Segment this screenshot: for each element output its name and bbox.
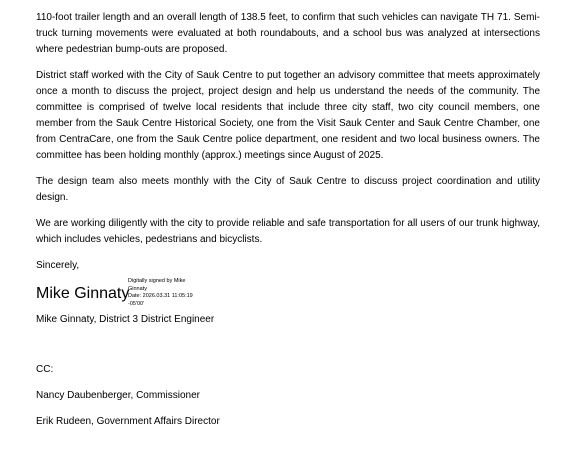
signature-detail-line: Digitally signed by Mike [128,278,186,284]
cc-recipient: Erik Rudeen, Government Affairs Director [36,416,220,427]
signer-title: Mike Ginnaty, District 3 District Engineer [36,314,215,325]
paragraph-design-team: The design team also meets monthly with the City of Sauk Centre to discuss project coordination and utility design. [36,176,540,203]
paragraph-advisory-committee: District staff worked with the City of Sauk Centre to put together an advisory committee that meets approximately once a month to discuss the project, project design and help us understand the needs of the community. The committee is comprised of twelve local residents that include three city staff, two city council members, one member from the Sauk Centre Historical Society, one from the Visit Sauk Center and Sauk Centre Chamber, one from CentraCare, one from the Sauk Centre police department, one resident and two local business owners. The committee has been holding monthly (approx.) meetings since August of 2025. [36,70,540,161]
signature-detail-line: Ginnaty [128,285,147,292]
digital-signature [36,276,540,312]
paragraph-vehicle-analysis: 110-foot trailer length and an overall length of 138.5 feet, to confirm that such vehicles can navigate TH 71. Semi-truck turning movements were evaluated at both roundabouts, and a school bus was analyzed at intersections where pedestrian bump-outs are proposed. [36,12,540,55]
letter-body [36,10,540,430]
paragraph-commitment: We are working diligently with the city to provide reliable and safe transportation for all users of our trunk highway, which includes vehicles, pedestrians and bicyclists. [36,218,540,245]
signature-details [128,278,218,308]
cc-label: CC: [36,364,54,375]
signature-detail-line: Date: 2026.03.31 11:05:19 [128,293,193,299]
signature-name: Mike Ginnaty [36,285,130,302]
cc-recipient: Nancy Daubenberger, Commissioner [36,390,200,401]
signature-detail-line: -05'00' [128,300,145,307]
closing: Sincerely, [36,260,80,271]
